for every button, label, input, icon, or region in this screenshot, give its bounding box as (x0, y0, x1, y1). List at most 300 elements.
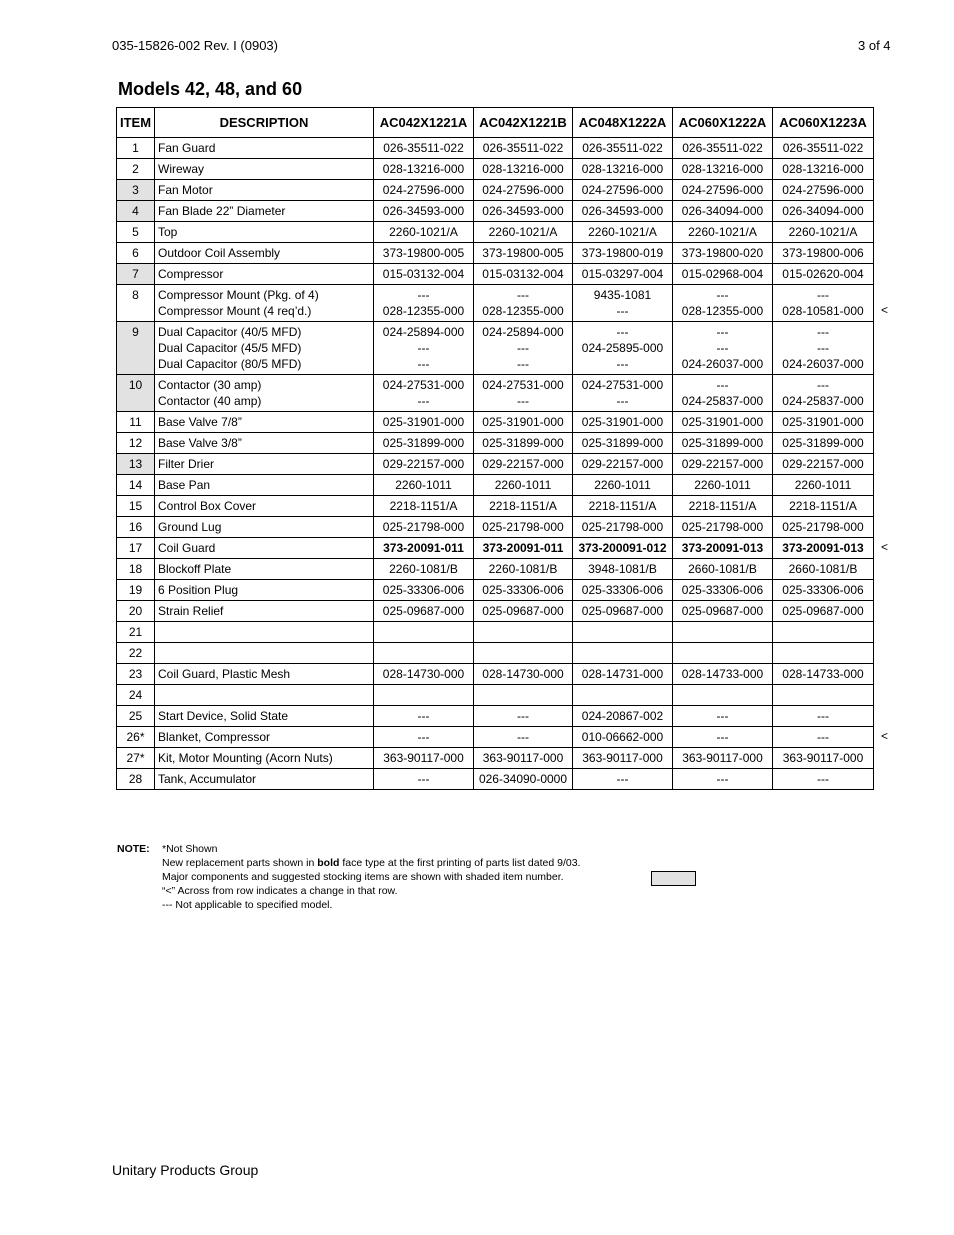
part-number: --- (716, 772, 729, 786)
note-bold-text: bold (317, 857, 340, 869)
part-number: 026-34094-000 (681, 204, 764, 218)
note-line: Major components and suggested stocking items are shown with shaded item number. (162, 871, 564, 883)
part-number: --- (517, 341, 529, 355)
part-number: 025-21798-000 (581, 520, 664, 534)
part-number-cell (374, 454, 474, 475)
part-number: 025-21798-000 (782, 520, 864, 534)
part-number: 024-27531-000 (581, 378, 664, 392)
part-number-cell (673, 664, 773, 685)
table-row (117, 475, 874, 496)
item-number: 18 (117, 559, 155, 580)
doc-number: 035-15826-002 Rev. I (0903) (112, 38, 278, 53)
part-number-cell (474, 243, 573, 264)
description-line: Control Box Cover (158, 499, 257, 513)
description-line: Start Device, Solid State (158, 709, 289, 723)
part-number: --- (517, 730, 529, 744)
part-number: 025-21798-000 (382, 520, 465, 534)
part-number: 024-26037-000 (782, 357, 864, 371)
part-number-cell (573, 517, 673, 538)
part-number-cell (573, 454, 673, 475)
part-number: 025-31901-000 (482, 415, 564, 429)
part-number-cell (673, 264, 773, 285)
part-number: 2218-1151/A (789, 499, 857, 513)
part-number-cell (673, 706, 773, 727)
part-number-cell (374, 138, 474, 159)
part-number-cell (673, 322, 773, 375)
item-number: 23 (117, 664, 155, 685)
part-number-cell (673, 222, 773, 243)
col-header-ac060x1223a: AC060X1223A (773, 108, 874, 138)
part-number: 028-13216-000 (681, 162, 764, 176)
description-line: Dual Capacitor (40/5 MFD) (158, 325, 302, 339)
part-number-cell (374, 748, 474, 769)
item-description (155, 138, 374, 159)
table-row (117, 643, 874, 664)
part-number: 2660-1081/B (688, 562, 757, 576)
part-number-cell (773, 559, 874, 580)
part-number: 025-21798-000 (482, 520, 564, 534)
part-number-cell (474, 433, 573, 454)
description-line: Compressor (158, 267, 224, 281)
part-number-cell (773, 706, 874, 727)
part-number: 3948-1081/B (588, 562, 657, 576)
part-number-cell (374, 180, 474, 201)
part-number: --- (417, 709, 430, 723)
part-number: --- (817, 709, 829, 723)
description-line: Contactor (30 amp) (158, 378, 262, 392)
part-number: 025-33306-006 (382, 583, 465, 597)
part-number-cell (474, 159, 573, 180)
part-number-cell (374, 475, 474, 496)
part-number: 028-13216-000 (782, 162, 864, 176)
part-number: --- (716, 325, 729, 339)
part-number (477, 687, 569, 703)
part-number-cell (773, 138, 874, 159)
table-row (117, 222, 874, 243)
part-number: 015-02620-004 (782, 267, 864, 281)
part-number-cell (474, 180, 573, 201)
col-header-ac048x1222a: AC048X1222A (573, 108, 673, 138)
part-number-cell (374, 243, 474, 264)
description-line: Fan Guard (158, 141, 216, 155)
item-number: 2 (117, 159, 155, 180)
part-number-cell (573, 769, 673, 790)
part-number-cell (474, 412, 573, 433)
item-number: 1 (117, 138, 155, 159)
part-number (776, 687, 870, 703)
part-number-cell (374, 580, 474, 601)
part-number: --- (616, 772, 629, 786)
part-number-cell (374, 706, 474, 727)
item-description (155, 685, 374, 706)
part-number-cell (773, 685, 874, 706)
part-number-cell (673, 285, 773, 322)
description-line: Coil Guard (158, 541, 216, 555)
table-row (117, 496, 874, 517)
table-row (117, 180, 874, 201)
part-number-cell (374, 433, 474, 454)
part-number-cell (573, 601, 673, 622)
part-number-cell (374, 664, 474, 685)
part-number: 029-22157-000 (681, 457, 764, 471)
item-description (155, 769, 374, 790)
part-number-cell (474, 580, 573, 601)
part-number: 2260-1011 (694, 478, 751, 492)
item-description (155, 180, 374, 201)
part-number-cell (573, 664, 673, 685)
part-number: --- (716, 730, 729, 744)
part-number-cell (773, 496, 874, 517)
part-number-cell (474, 322, 573, 375)
table-row (117, 159, 874, 180)
item-number: 4 (117, 201, 155, 222)
description-line: Base Valve 7/8” (158, 415, 242, 429)
change-marker: < (881, 729, 889, 743)
table-header-row (117, 108, 874, 138)
item-description (155, 559, 374, 580)
part-number-cell (474, 643, 573, 664)
part-number-cell (474, 538, 573, 559)
part-number-cell (773, 454, 874, 475)
part-number: 373-20091-013 (782, 541, 864, 555)
item-description (155, 264, 374, 285)
part-number-cell (773, 322, 874, 375)
part-number: 2260-1021/A (488, 225, 558, 239)
part-number: 025-31899-000 (581, 436, 664, 450)
description-line: Contactor (40 amp) (158, 394, 262, 408)
item-number: 16 (117, 517, 155, 538)
part-number: 025-31901-000 (681, 415, 764, 429)
part-number: 373-20091-011 (482, 541, 564, 555)
part-number (477, 624, 569, 640)
part-number: --- (417, 730, 430, 744)
part-number-cell (374, 601, 474, 622)
part-number-cell (673, 769, 773, 790)
item-number: 15 (117, 496, 155, 517)
part-number-cell (573, 685, 673, 706)
col-header-ac042x1221b: AC042X1221B (474, 108, 573, 138)
part-number: 025-33306-006 (681, 583, 764, 597)
part-number: 025-09687-000 (581, 604, 664, 618)
part-number: 024-27531-000 (382, 378, 465, 392)
part-number: 028-13216-000 (382, 162, 465, 176)
part-number: --- (817, 772, 829, 786)
part-number: 363-90117-000 (682, 751, 763, 765)
part-number-cell (374, 412, 474, 433)
part-number: --- (417, 288, 430, 302)
item-description (155, 222, 374, 243)
part-number: 024-25894-000 (382, 325, 465, 339)
part-number: 025-31899-000 (782, 436, 864, 450)
part-number: 026-35511-022 (782, 141, 864, 155)
part-number: --- (817, 288, 829, 302)
part-number: 024-27596-000 (482, 183, 564, 197)
part-number-cell (474, 285, 573, 322)
part-number (377, 687, 470, 703)
part-number: 373-19800-005 (382, 246, 465, 260)
part-number (576, 687, 669, 703)
part-number-cell (773, 159, 874, 180)
part-number-cell (474, 769, 573, 790)
item-number: 13 (117, 454, 155, 475)
part-number: 015-03132-004 (382, 267, 465, 281)
item-description (155, 706, 374, 727)
item-number: 21 (117, 622, 155, 643)
part-number-cell (773, 517, 874, 538)
part-number: --- (616, 304, 629, 318)
part-number: 2660-1081/B (788, 562, 858, 576)
item-number: 11 (117, 412, 155, 433)
part-number-cell (573, 643, 673, 664)
description-line: Kit, Motor Mounting (Acorn Nuts) (158, 751, 333, 765)
description-line: Coil Guard, Plastic Mesh (158, 667, 291, 681)
part-number: 026-35511-022 (383, 141, 464, 155)
item-number: 22 (117, 643, 155, 664)
part-number: 029-22157-000 (482, 457, 564, 471)
table-row (117, 412, 874, 433)
item-description (155, 201, 374, 222)
item-number: 3 (117, 180, 155, 201)
description-line: Base Pan (158, 478, 211, 492)
part-number: 015-03297-004 (581, 267, 664, 281)
part-number: 363-90117-000 (383, 751, 464, 765)
part-number-cell (474, 748, 573, 769)
table-row (117, 243, 874, 264)
note-text: New replacement parts shown in (162, 857, 318, 869)
part-number-cell (374, 201, 474, 222)
part-number: 024-27596-000 (581, 183, 664, 197)
part-number-cell (673, 412, 773, 433)
part-number: 025-31901-000 (382, 415, 465, 429)
part-number-cell (474, 375, 573, 412)
part-number-cell (573, 706, 673, 727)
table-row (117, 433, 874, 454)
part-number: 373-200091-012 (578, 541, 667, 555)
description-line: Ground Lug (158, 520, 222, 534)
part-number: --- (517, 709, 529, 723)
item-description (155, 622, 374, 643)
part-number: 2260-1021/A (688, 225, 757, 239)
part-number (676, 645, 769, 661)
part-number: --- (616, 325, 629, 339)
part-number: 026-34593-000 (581, 204, 664, 218)
part-number-cell (474, 601, 573, 622)
part-number-cell (573, 748, 673, 769)
part-number-cell (773, 601, 874, 622)
part-number-cell (374, 727, 474, 748)
part-number: 029-22157-000 (382, 457, 465, 471)
footer-company: Unitary Products Group (112, 1162, 259, 1178)
part-number-cell (474, 517, 573, 538)
part-number-cell (673, 559, 773, 580)
part-number: 024-27596-000 (681, 183, 764, 197)
parts-table (116, 107, 874, 790)
part-number-cell (474, 222, 573, 243)
part-number-cell (374, 685, 474, 706)
part-number: 373-19800-019 (581, 246, 664, 260)
part-number: 025-31901-000 (581, 415, 664, 429)
part-number: 2218-1151/A (688, 499, 757, 513)
part-number-cell (573, 559, 673, 580)
table-row (117, 601, 874, 622)
part-number-cell (573, 412, 673, 433)
part-number: --- (616, 394, 629, 408)
part-number-cell (773, 580, 874, 601)
item-number: 14 (117, 475, 155, 496)
table-row (117, 264, 874, 285)
part-number: --- (817, 341, 829, 355)
description-line: Compressor Mount (4 req’d.) (158, 304, 312, 318)
part-number: 028-10581-000 (782, 304, 864, 318)
note-line: --- Not applicable to specified model. (162, 899, 333, 911)
item-description (155, 664, 374, 685)
part-number: 010-06662-000 (581, 730, 664, 744)
part-number-cell (573, 496, 673, 517)
part-number (676, 624, 769, 640)
part-number: --- (517, 288, 529, 302)
part-number: 363-90117-000 (482, 751, 564, 765)
table-row (117, 322, 874, 375)
part-number: 015-03132-004 (482, 267, 564, 281)
item-description (155, 454, 374, 475)
item-number: 25 (117, 706, 155, 727)
part-number-cell (673, 180, 773, 201)
item-number: 8 (117, 285, 155, 322)
table-row (117, 685, 874, 706)
part-number: 024-26037-000 (681, 357, 764, 371)
part-number: 373-19800-005 (482, 246, 564, 260)
item-number: 5 (117, 222, 155, 243)
part-number-cell (474, 706, 573, 727)
description-line: Compressor Mount (Pkg. of 4) (158, 288, 319, 302)
part-number: 028-12355-000 (482, 304, 564, 318)
item-number: 6 (117, 243, 155, 264)
part-number: 028-14733-000 (782, 667, 864, 681)
item-number: 27* (117, 748, 155, 769)
part-number: --- (716, 341, 729, 355)
table-row (117, 285, 874, 322)
part-number-cell (773, 412, 874, 433)
description-line (158, 687, 370, 703)
part-number: --- (616, 357, 629, 371)
part-number-cell (673, 201, 773, 222)
part-number: --- (417, 341, 430, 355)
part-number-cell (573, 622, 673, 643)
part-number: 025-09687-000 (681, 604, 764, 618)
part-number-cell (374, 264, 474, 285)
table-row (117, 559, 874, 580)
part-number-cell (474, 496, 573, 517)
part-number-cell (374, 496, 474, 517)
item-description (155, 475, 374, 496)
part-number-cell (374, 375, 474, 412)
part-number: 024-25894-000 (482, 325, 564, 339)
part-number: 028-14730-000 (482, 667, 564, 681)
table-row (117, 138, 874, 159)
part-number: 373-19800-020 (681, 246, 764, 260)
part-number: 025-31901-000 (782, 415, 864, 429)
item-description (155, 643, 374, 664)
part-number-cell (773, 375, 874, 412)
part-number: 363-90117-000 (582, 751, 663, 765)
part-number: 373-19800-006 (782, 246, 864, 260)
part-number: 025-33306-006 (482, 583, 564, 597)
part-number: --- (517, 394, 529, 408)
item-description (155, 412, 374, 433)
part-number-cell (374, 769, 474, 790)
description-line: Fan Motor (158, 183, 213, 197)
part-number-cell (573, 180, 673, 201)
part-number: 9435-1081 (593, 288, 652, 302)
description-line: Wireway (158, 162, 205, 176)
part-number: --- (417, 357, 430, 371)
description-line: Fan Blade 22” Diameter (158, 204, 286, 218)
part-number-cell (573, 580, 673, 601)
col-header-item: ITEM (117, 108, 155, 138)
part-number: 026-35511-022 (482, 141, 564, 155)
part-number: 015-02968-004 (681, 267, 764, 281)
part-number: 025-31899-000 (681, 436, 764, 450)
part-number (576, 624, 669, 640)
part-number: 2218-1151/A (389, 499, 458, 513)
part-number-cell (773, 285, 874, 322)
part-number-cell (474, 685, 573, 706)
part-number: 2218-1151/A (588, 499, 657, 513)
part-number: 024-25837-000 (782, 394, 864, 408)
part-number: 026-34593-000 (482, 204, 564, 218)
item-description (155, 243, 374, 264)
part-number-cell (474, 264, 573, 285)
part-number-cell (673, 375, 773, 412)
part-number: 028-14730-000 (382, 667, 465, 681)
part-number-cell (474, 138, 573, 159)
part-number-cell (773, 748, 874, 769)
part-number: 029-22157-000 (782, 457, 864, 471)
item-description (155, 538, 374, 559)
part-number-cell (773, 643, 874, 664)
note-text: face type at the first printing of parts list dated 9/03. (339, 857, 581, 869)
part-number-cell (474, 622, 573, 643)
part-number: --- (716, 288, 729, 302)
item-number: 9 (117, 322, 155, 375)
part-number-cell (573, 243, 673, 264)
part-number: 2260-1011 (494, 478, 552, 492)
item-number: 7 (117, 264, 155, 285)
part-number (377, 624, 470, 640)
part-number-cell (573, 264, 673, 285)
table-row (117, 769, 874, 790)
item-description (155, 580, 374, 601)
part-number-cell (374, 643, 474, 664)
part-number (676, 687, 769, 703)
part-number-cell (374, 322, 474, 375)
col-header-ac042x1221a: AC042X1221A (374, 108, 474, 138)
part-number-cell (573, 138, 673, 159)
item-number: 26* (117, 727, 155, 748)
parts-table-body (117, 138, 874, 790)
note-line: *Not Shown (162, 843, 218, 855)
part-number: 024-27596-000 (382, 183, 465, 197)
part-number-cell (673, 643, 773, 664)
table-row (117, 664, 874, 685)
part-number-cell (773, 538, 874, 559)
part-number-cell (673, 580, 773, 601)
part-number-cell (573, 727, 673, 748)
part-number-cell (474, 454, 573, 475)
table-row (117, 454, 874, 475)
part-number-cell (673, 243, 773, 264)
description-line: Strain Relief (158, 604, 224, 618)
